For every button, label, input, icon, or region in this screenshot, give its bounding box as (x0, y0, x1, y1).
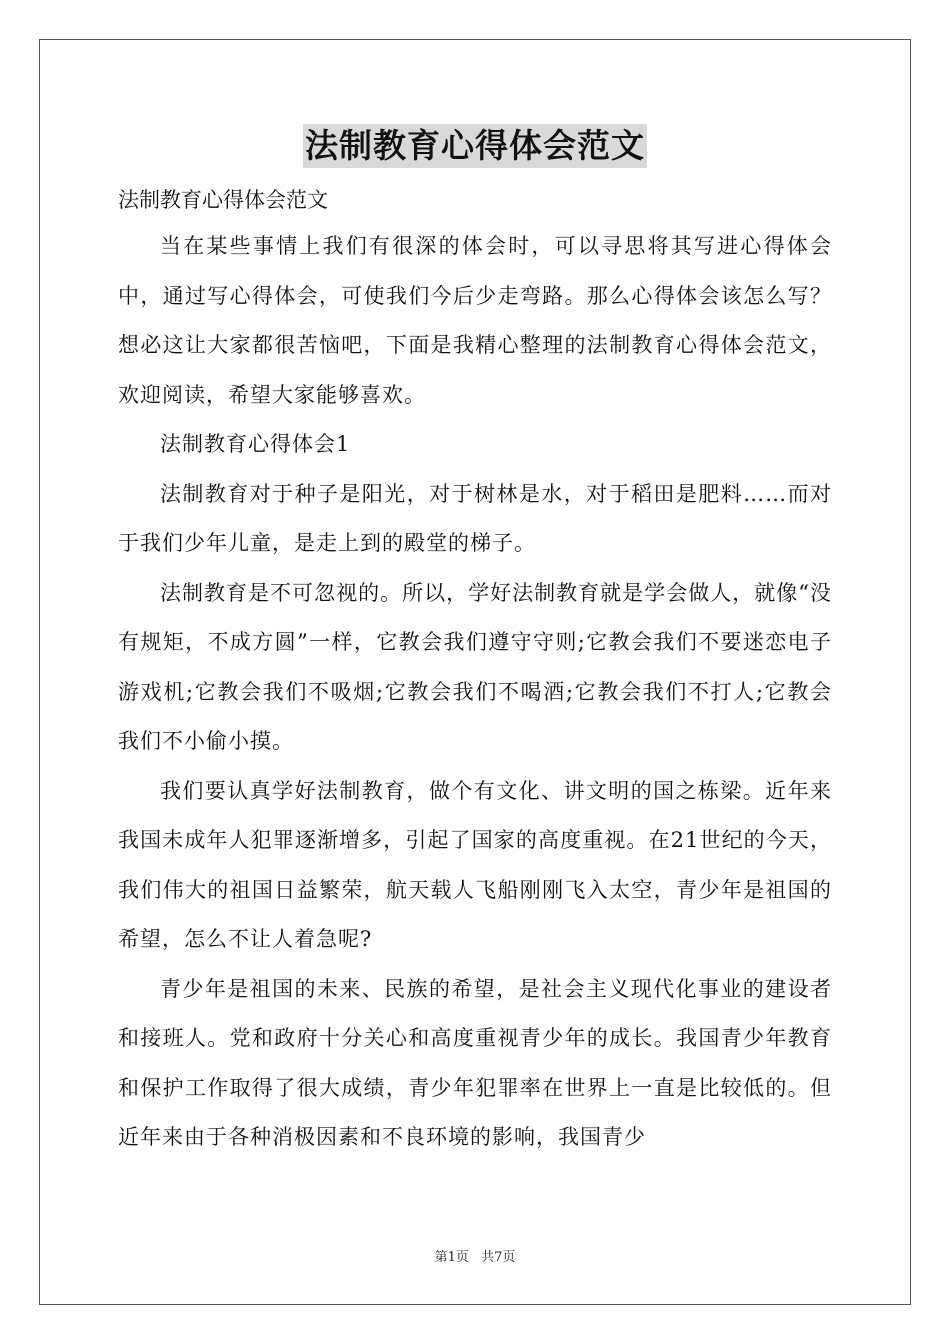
page-footer (0, 1246, 950, 1265)
section-heading: 法制教育心得体会1 (160, 432, 351, 456)
page-total: 共7页 (481, 1250, 516, 1265)
paragraph: 法制教育对于种子是阳光，对于树林是水，对于稻田是肥料……而对于我们少年儿童，是走上到的殿堂的梯子。 (118, 481, 832, 555)
document-subtitle: 法制教育心得体会范文 (118, 188, 328, 212)
paragraph: 青少年是祖国的未来、民族的希望，是社会主义现代化事业的建设者和接班人。党和政府十分关心和高度重视青少年的成长。我国青少年教育和保护工作取得了很大成绩，青少年犯罪率在世界上一直是比较低的。但近年来由于各种消极因素和不良环境的影响，我国青少 (118, 976, 832, 1149)
paragraph: 当在某些事情上我们有很深的体会时，可以寻思将其写进心得体会中，通过写心得体会，可使我们今后少走弯路。那么心得体会该怎么写？想必这让大家都很苦恼吧，下面是我精心整理的法制教育心得体会范文，欢迎阅读，希望大家能够喜欢。 (118, 234, 832, 407)
title-container (0, 124, 950, 168)
page-number: 第1页 (434, 1250, 469, 1265)
document-title: 法制教育心得体会范文 (303, 124, 647, 168)
document-body (118, 178, 832, 1163)
paragraph: 我们要认真学好法制教育，做个有文化、讲文明的国之栋梁。近年来我国未成年人犯罪逐渐增多，引起了国家的高度重视。在21世纪的今天，我们伟大的祖国日益繁荣，航天载人飞船刚刚飞入太空，青少年是祖国的希望，怎么不让人着急呢? (118, 778, 832, 951)
paragraph: 法制教育是不可忽视的。所以，学好法制教育就是学会做人，就像“没有规矩，不成方圆”一样，它教会我们遵守守则;它教会我们不要迷恋电子游戏机;它教会我们不吸烟;它教会我们不喝酒;它教会我们不打人;它教会我们不小偷小摸。 (118, 580, 832, 753)
